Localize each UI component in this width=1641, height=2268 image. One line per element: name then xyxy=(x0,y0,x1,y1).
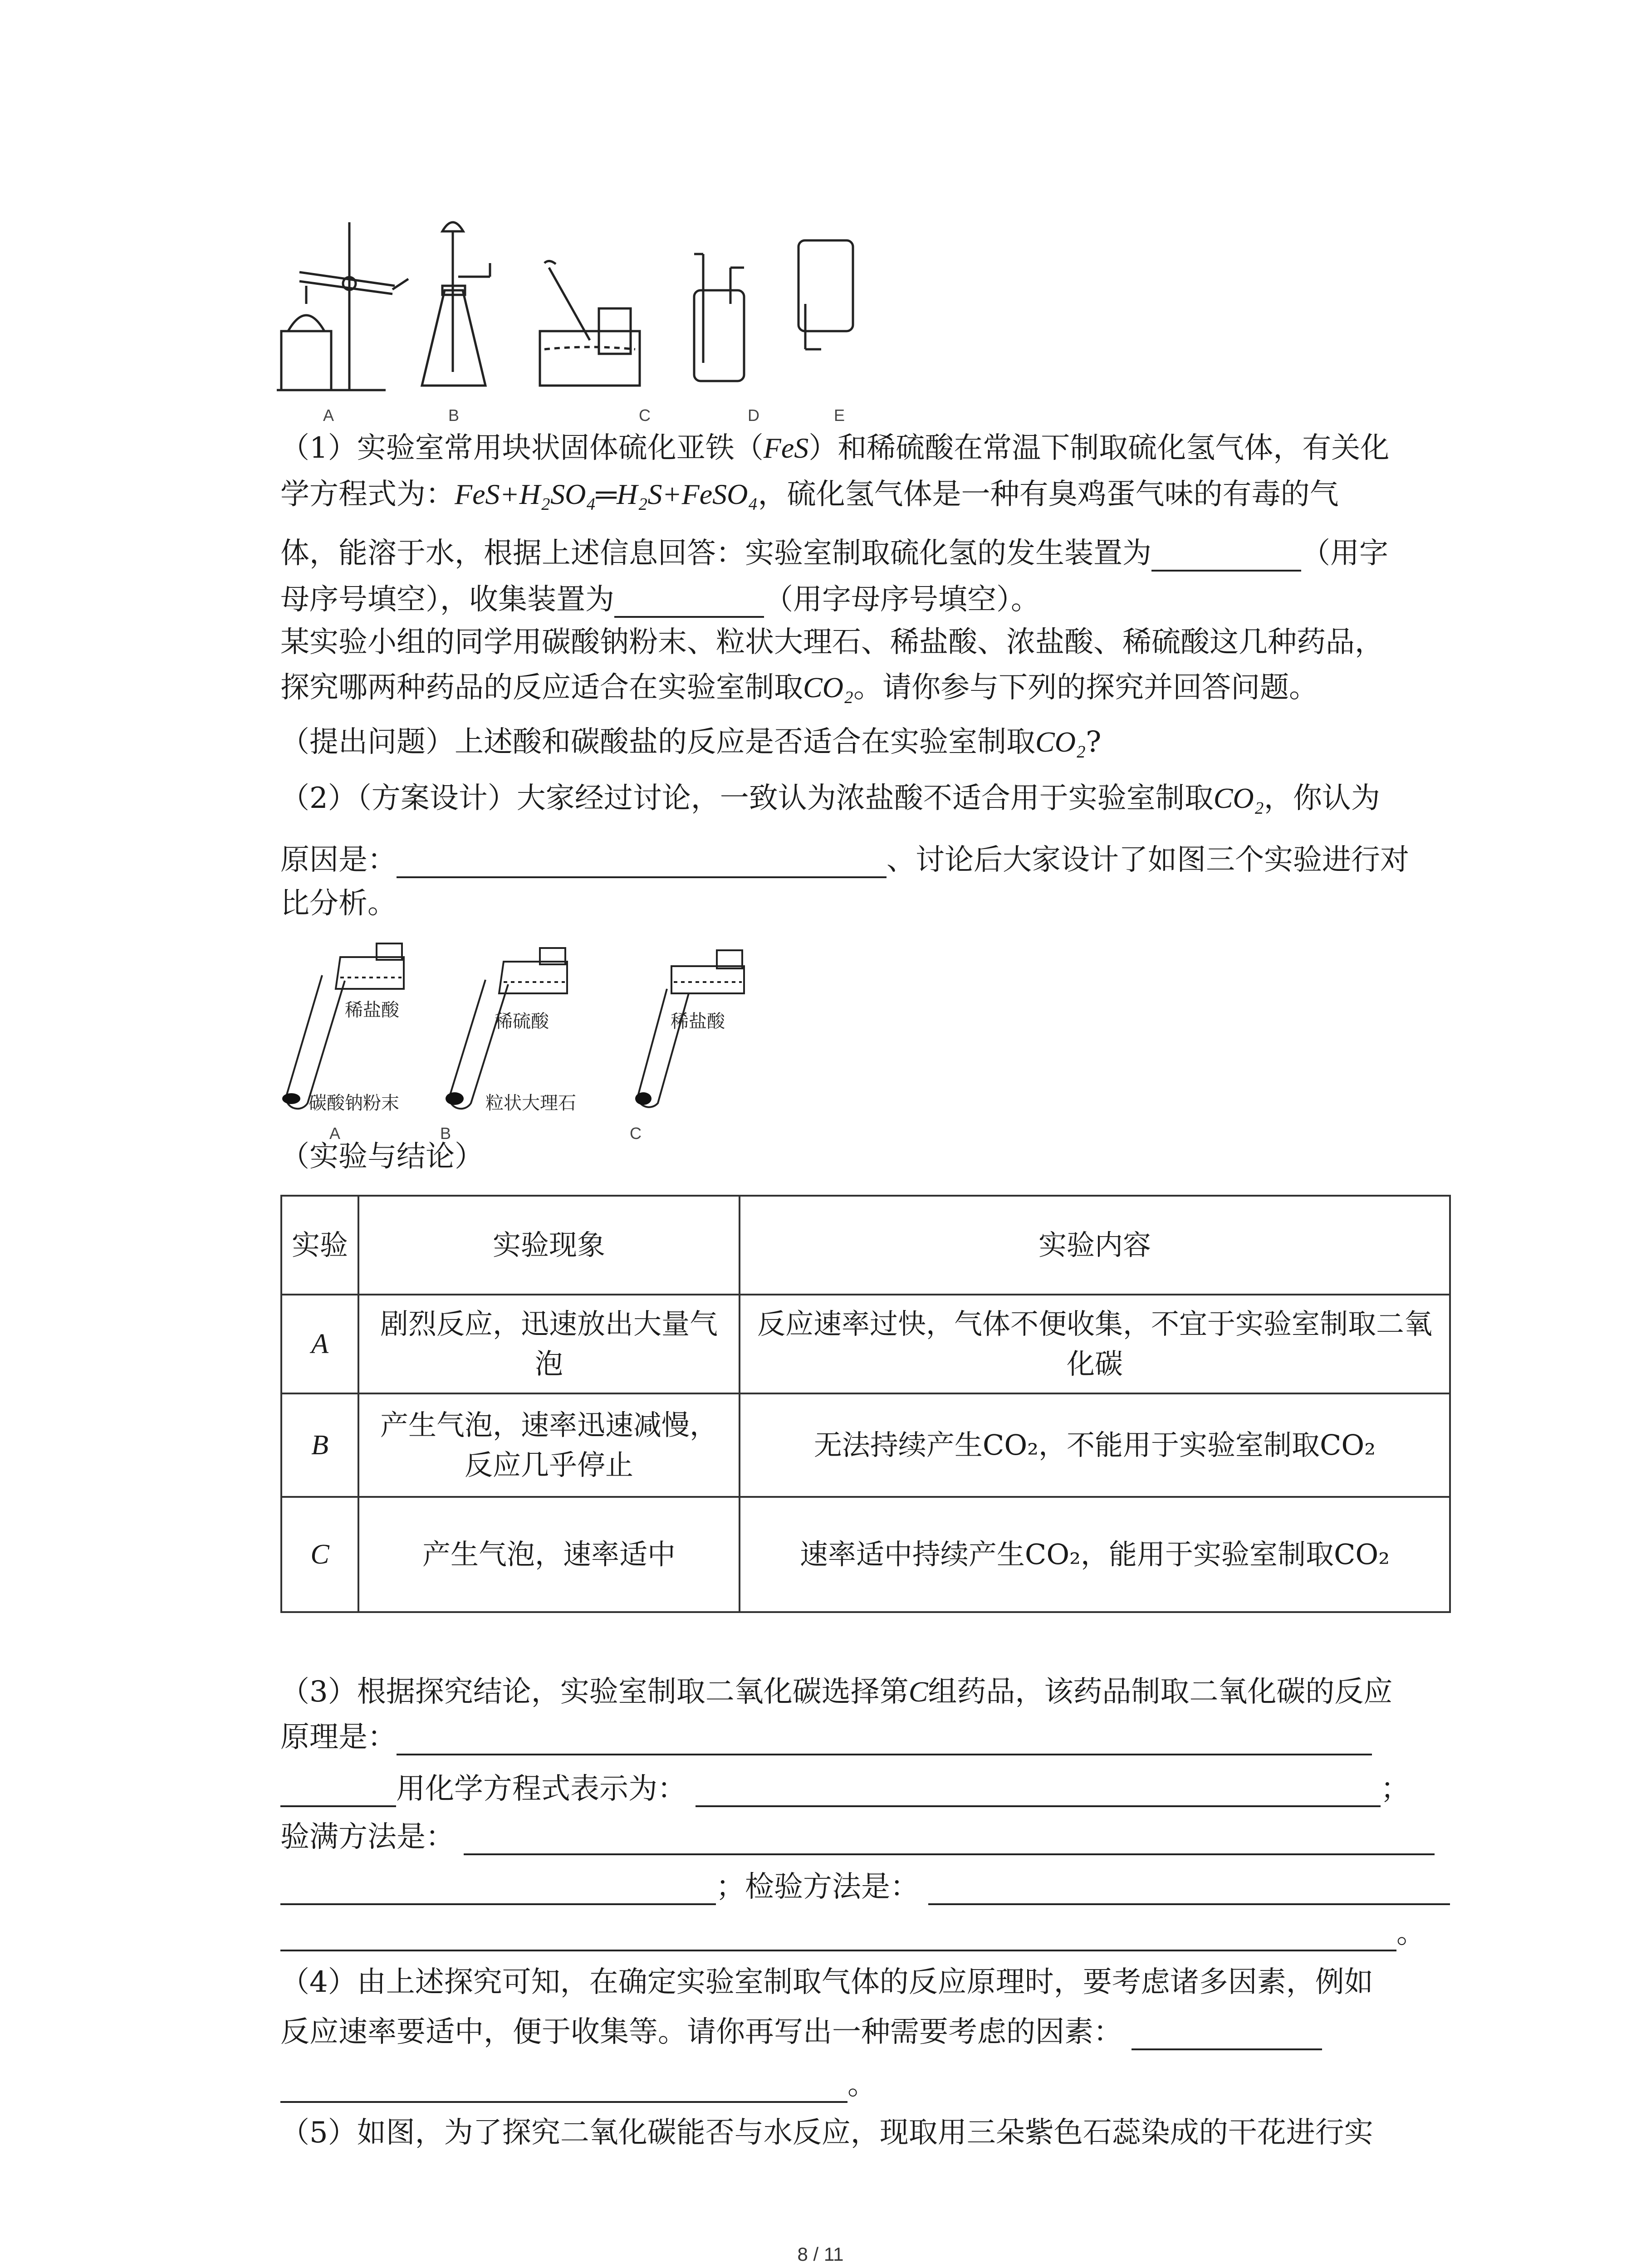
table-cell-id: C xyxy=(281,1497,358,1612)
q1-text: （用字母序号填空）。 xyxy=(764,583,1040,616)
q1-line-2 xyxy=(280,476,1339,513)
solid-label-a: 碳酸钠粉末 xyxy=(309,1093,399,1113)
fes-formula: FeS xyxy=(763,432,809,464)
experiment-heading: （实验与结论） xyxy=(280,1140,484,1173)
q2-text: ，你认为 xyxy=(1264,782,1380,815)
table-header-row xyxy=(281,1196,1450,1295)
intro-text: 探究哪两种药品的反应适合在实验室制取 xyxy=(280,671,803,704)
table-row xyxy=(281,1295,1450,1393)
q4-line-2 xyxy=(280,2014,1322,2050)
q1-text: 学方程式为： xyxy=(280,478,455,511)
table-header-cell: 实验现象 xyxy=(358,1196,740,1295)
acid-label-c: 稀盐酸 xyxy=(671,1012,725,1031)
q4-line-1 xyxy=(280,1964,1373,2000)
q4-line-3 xyxy=(280,2067,877,2103)
table-cell-phenomenon: 产生气泡，速率迅速减慢，反应几乎停止 xyxy=(358,1393,740,1497)
q3-text: 用化学方程式表示为： xyxy=(396,1772,686,1806)
table-row xyxy=(281,1497,1450,1612)
q1-text: ，硫化氢气体是一种有臭鸡蛋气味的有毒的气 xyxy=(758,478,1339,511)
question-text: （提出问题）上述酸和碳酸盐的反应是否适合在实验室制取 xyxy=(280,725,1035,759)
table-cell-id: B xyxy=(281,1393,358,1497)
experiment-label-b: B xyxy=(440,1124,451,1143)
q1-line-1 xyxy=(280,430,1389,466)
table-cell-id: A xyxy=(281,1295,358,1393)
q3-text: 原理是： xyxy=(280,1721,397,1754)
intro-line-1 xyxy=(280,624,1384,660)
table-cell-phenomenon: 产生气泡，速率适中 xyxy=(358,1497,740,1612)
intro-line-2 xyxy=(280,670,1318,706)
q3-line-1 xyxy=(280,1674,1392,1710)
q3-line-6 xyxy=(280,1915,1425,1951)
q1-text: （1）实验室常用块状固体硫化亚铁（ xyxy=(280,431,764,465)
co2-formula: CO₂ xyxy=(1035,726,1086,758)
q2-text: 、讨论后大家设计了如图三个实验进行对 xyxy=(887,843,1409,877)
q1-text: 体，能溶于水，根据上述信息回答：实验室制取硫化氢的发生装置为 xyxy=(280,537,1151,570)
page-number: 8 / 11 xyxy=(797,2244,844,2265)
table-cell-content: 速率适中持续产生CO₂，能用于实验室制取CO₂ xyxy=(740,1497,1450,1612)
fes-equation: FeS+H₂SO₄═H₂S+FeSO₄ xyxy=(455,478,758,510)
acid-label-b: 稀硫酸 xyxy=(495,1012,549,1031)
q3-line-5 xyxy=(280,1869,1450,1905)
q5-line-1 xyxy=(280,2115,1373,2151)
table-row xyxy=(281,1393,1450,1497)
q3-line-3 xyxy=(280,1771,1410,1807)
q4-text: 反应速率要适中，便于收集等。请你再写出一种需要考虑的因素： xyxy=(280,2015,1122,2049)
q4-text: （4）由上述探究可知，在确定实验室制取气体的反应原理时，要考虑诸多因素，例如 xyxy=(280,1965,1373,1999)
co2-formula: CO₂ xyxy=(1213,782,1264,814)
q3-line-4 xyxy=(280,1819,1435,1855)
apparatus-label-a: A xyxy=(323,406,334,425)
acid-label-a: 稀盐酸 xyxy=(345,1000,399,1020)
q1-text: 母序号填空），收集装置为 xyxy=(280,583,614,616)
table-cell-content: 无法持续产生CO₂，不能用于实验室制取CO₂ xyxy=(740,1393,1450,1497)
generator-answer-blank[interactable] xyxy=(1151,542,1301,572)
q3-text: （3）根据探究结论，实验室制取二氧化碳选择第 xyxy=(280,1675,909,1709)
principle-answer-blank-cont[interactable] xyxy=(280,1777,396,1807)
q4-text: 。 xyxy=(847,2068,877,2102)
table-header-cell: 实验内容 xyxy=(740,1196,1450,1295)
q3-line-2 xyxy=(280,1719,1372,1755)
q2-text: 比分析。 xyxy=(280,887,397,920)
question-line xyxy=(280,724,1101,760)
q3-text: ； xyxy=(1381,1772,1410,1806)
reason-answer-blank[interactable] xyxy=(397,848,887,878)
factor-answer-blank-cont[interactable] xyxy=(280,2073,847,2103)
q1-line-4 xyxy=(280,582,1040,618)
q2-line-2 xyxy=(280,842,1409,878)
intro-text: 某实验小组的同学用碳酸钠粉末、粒状大理石、稀盐酸、浓盐酸、稀硫酸这几种药品， xyxy=(280,626,1384,659)
table-cell-phenomenon: 剧烈反应，迅速放出大量气泡 xyxy=(358,1295,740,1393)
q2-text: （2）（方案设计）大家经过讨论，一致认为浓盐酸不适合用于实验室制取 xyxy=(280,782,1214,815)
q3-text: 验满方法是： xyxy=(280,1820,455,1854)
q1-text: ）和稀硫酸在常温下制取硫化氢气体，有关化 xyxy=(808,431,1390,465)
apparatus-label-d: D xyxy=(748,406,759,425)
q1-text: （用字 xyxy=(1301,537,1388,570)
experiment-table xyxy=(280,1195,1451,1613)
solid-label-b: 粒状大理石 xyxy=(485,1093,576,1113)
q2-line-3 xyxy=(280,885,397,922)
experiment-label-a: A xyxy=(329,1124,341,1143)
apparatus-label-e: E xyxy=(834,406,845,425)
question-text: ? xyxy=(1086,725,1102,759)
q5-text: （5）如图，为了探究二氧化碳能否与水反应，现取用三朵紫色石蕊染成的干花进行实 xyxy=(280,2116,1373,2150)
full-check-answer-blank-cont[interactable] xyxy=(280,1875,716,1905)
intro-text: 。请你参与下列的探究并回答问题。 xyxy=(853,671,1318,704)
apparatus-label-c: C xyxy=(639,406,651,425)
table-cell-content: 反应速率过快，气体不便收集，不宜于实验室制取二氧化碳 xyxy=(740,1295,1450,1393)
equation-answer-blank[interactable] xyxy=(696,1777,1381,1807)
q3-text: ；检验方法是： xyxy=(716,1870,919,1904)
q2-line-1 xyxy=(280,780,1380,816)
factor-answer-blank[interactable] xyxy=(1132,2020,1322,2050)
experiment-label-c: C xyxy=(630,1124,642,1143)
collector-answer-blank[interactable] xyxy=(614,588,764,618)
q2-text: 原因是： xyxy=(280,843,397,877)
full-check-answer-blank[interactable] xyxy=(464,1825,1435,1855)
q3-text: 。 xyxy=(1396,1916,1425,1950)
q3-text: 组药品，该药品制取二氧化碳的反应 xyxy=(928,1675,1393,1709)
test-answer-blank[interactable] xyxy=(928,1875,1450,1905)
apparatus-label-b: B xyxy=(448,406,460,425)
apparatus-figure xyxy=(272,213,907,426)
principle-answer-blank[interactable] xyxy=(397,1725,1372,1755)
co2-formula: CO₂ xyxy=(803,671,854,704)
test-answer-blank-cont[interactable] xyxy=(280,1921,1396,1951)
group-letter: C xyxy=(908,1676,928,1708)
q1-line-3 xyxy=(280,535,1388,572)
table-header-cell: 实验 xyxy=(281,1196,358,1295)
